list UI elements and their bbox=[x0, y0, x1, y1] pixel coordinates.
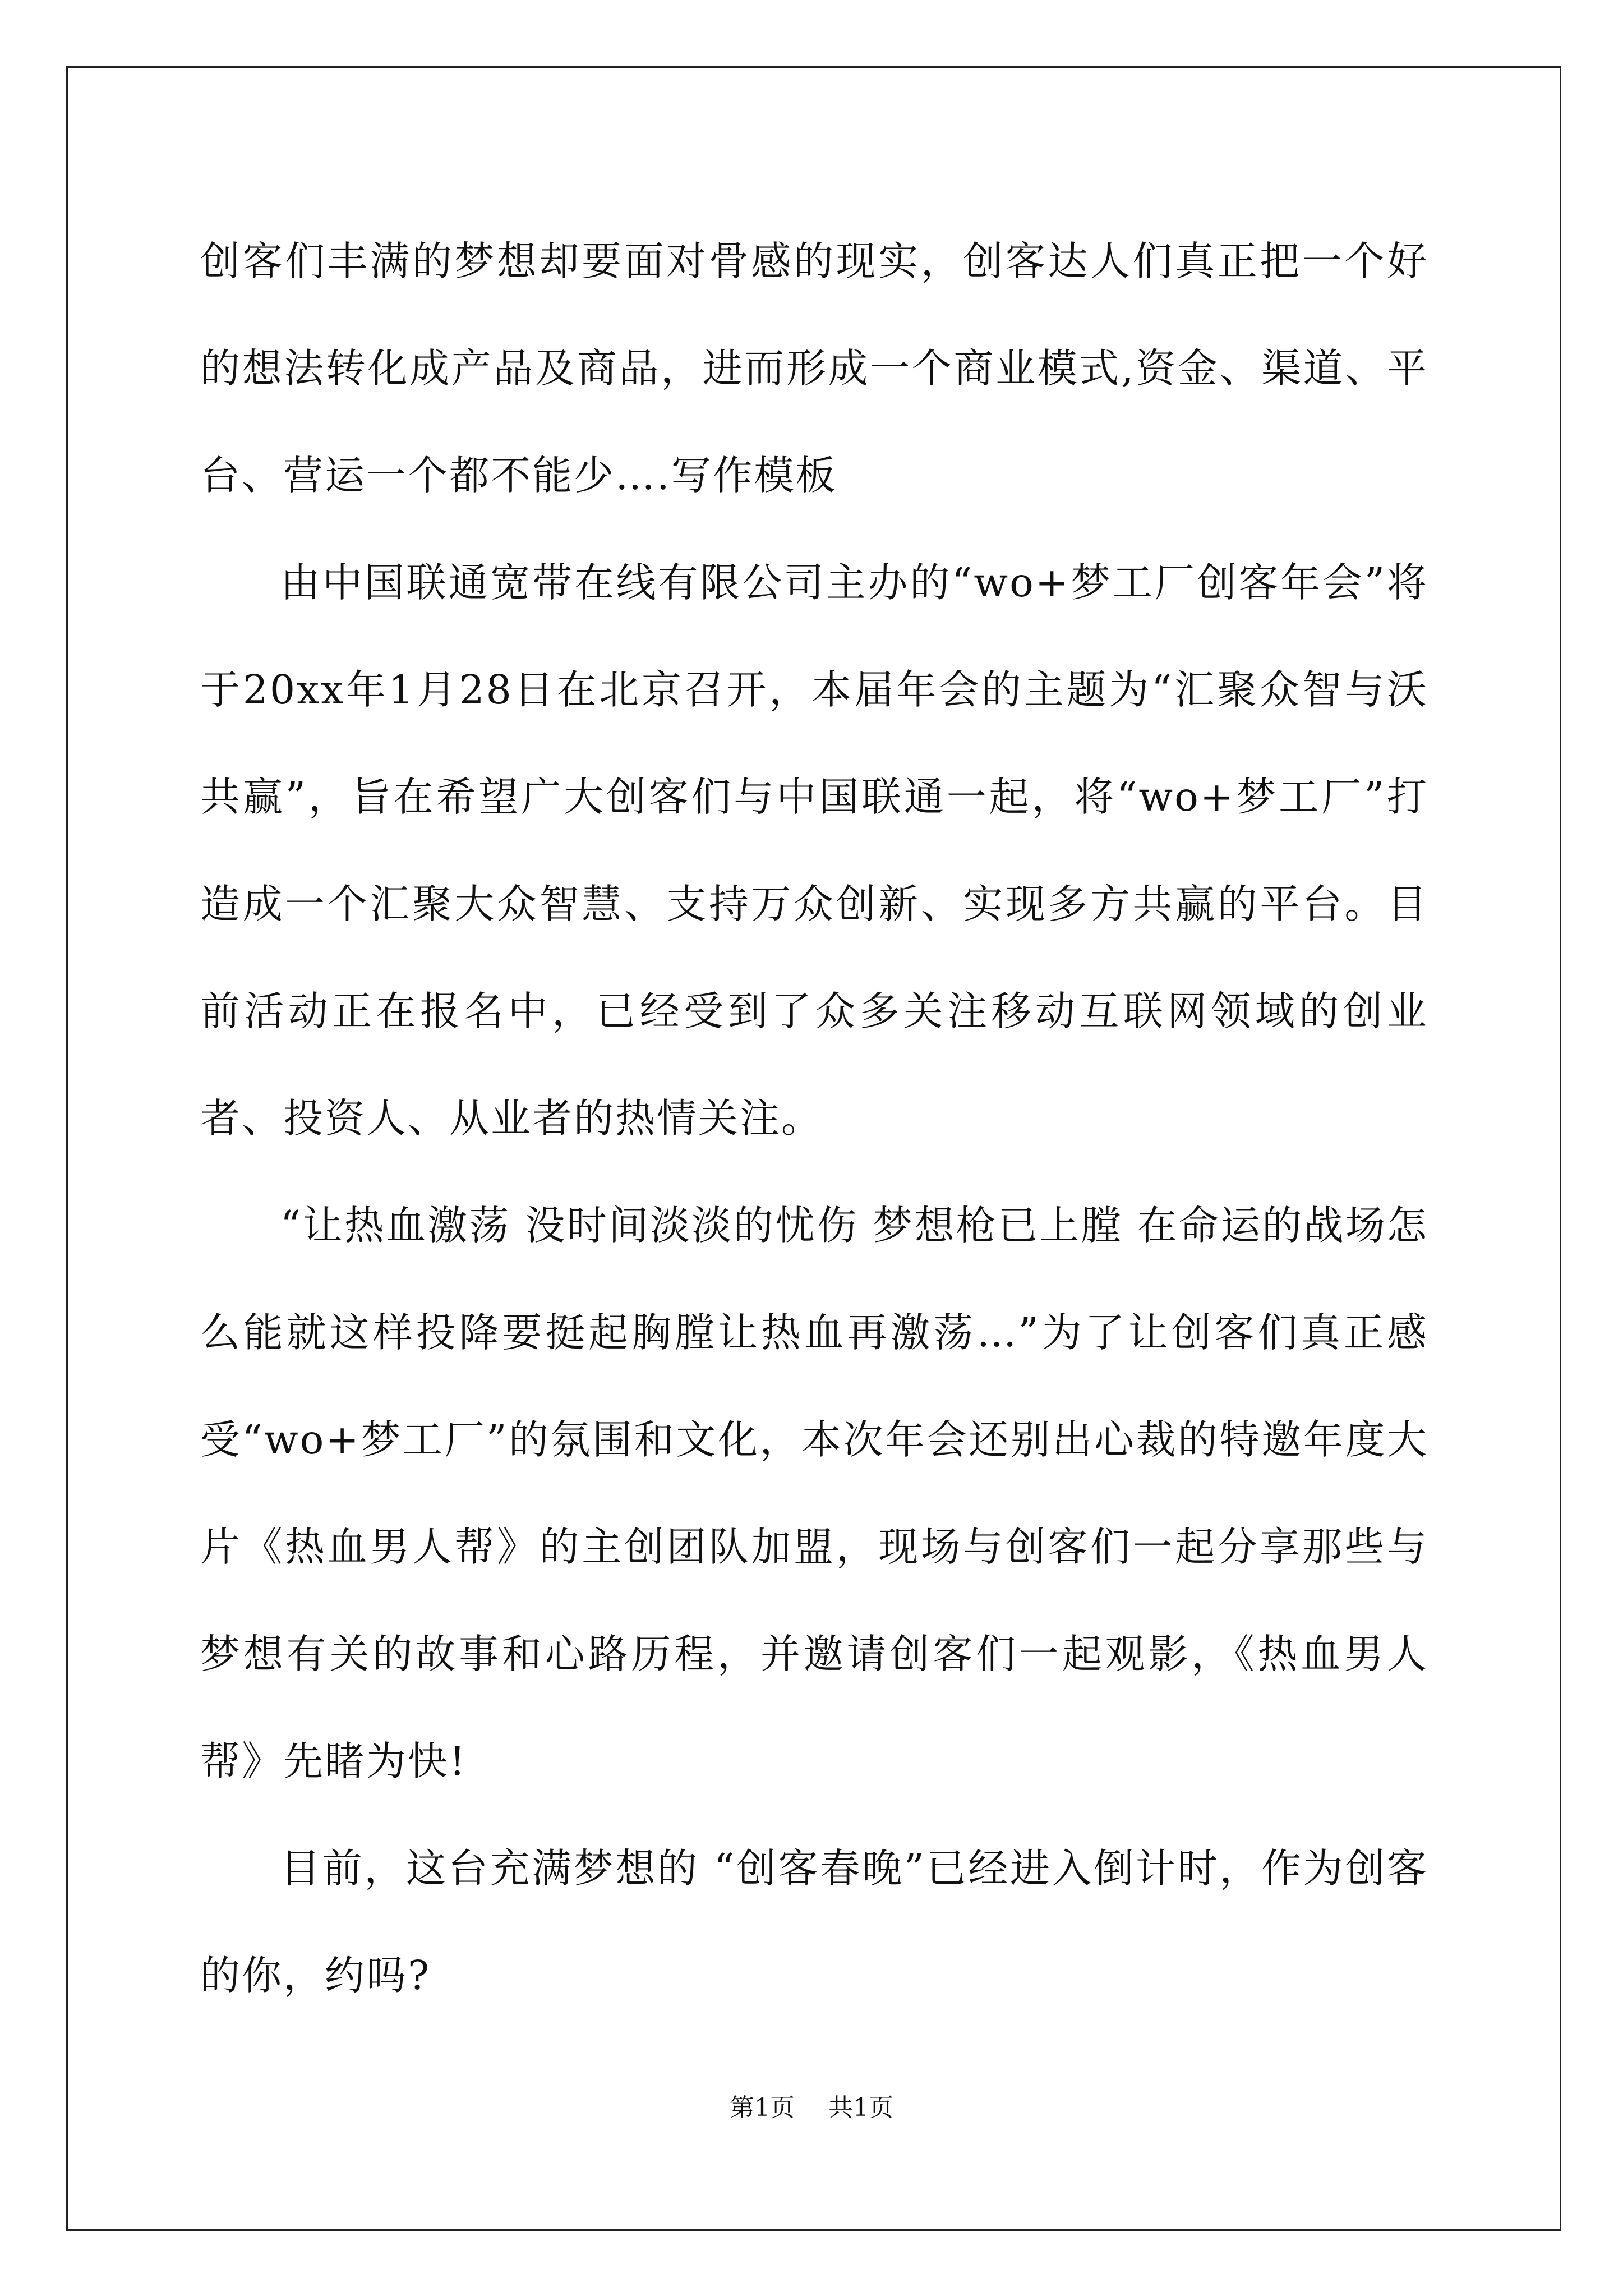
paragraph-3: “让热血激荡 没时间淡淡的忧伤 梦想枪已上膛 在命运的战场怎么能就这样投降要挺起胸膛让热血再激荡…”为了让创客们真正感受“wo+梦工厂”的氛围和文化，本次年会还别出心裁的特邀年度大片《热血男人帮》的主创团队加盟，现场与创客们一起分享那些与梦想有关的故事和心路历程，并邀请创客们一起观影，《热血男人帮》先睹为快! bbox=[200, 1202, 1428, 1784]
page-footer bbox=[0, 2091, 1623, 2125]
paragraph-1: 创客们丰满的梦想却要面对骨感的现实，创客达人们真正把一个好的想法转化成产品及商品，进而形成一个商业模式,资金、渠道、平台、营运一个都不能少….写作模板 bbox=[200, 238, 1428, 499]
document-body bbox=[200, 208, 1428, 2029]
page-total: 共1页 bbox=[828, 2093, 893, 2122]
paragraph-4: 目前，这台充满梦想的 “创客春晚”已经进入倒计时，作为创客的你，约吗? bbox=[200, 1845, 1428, 1999]
page-number: 第1页 bbox=[730, 2093, 795, 2122]
paragraph-2: 由中国联通宽带在线有限公司主办的“wo+梦工厂创客年会”将于20xx年1月28日在北京召开，本届年会的主题为“汇聚众智与沃共赢”，旨在希望广大创客们与中国联通一起，将“wo+梦工厂”打造成一个汇聚大众智慧、支持万众创新、实现多方共赢的平台。目前活动正在报名中，已经受到了众多关注移动互联网领域的创业者、投资人、从业者的热情关注。 bbox=[200, 559, 1428, 1142]
